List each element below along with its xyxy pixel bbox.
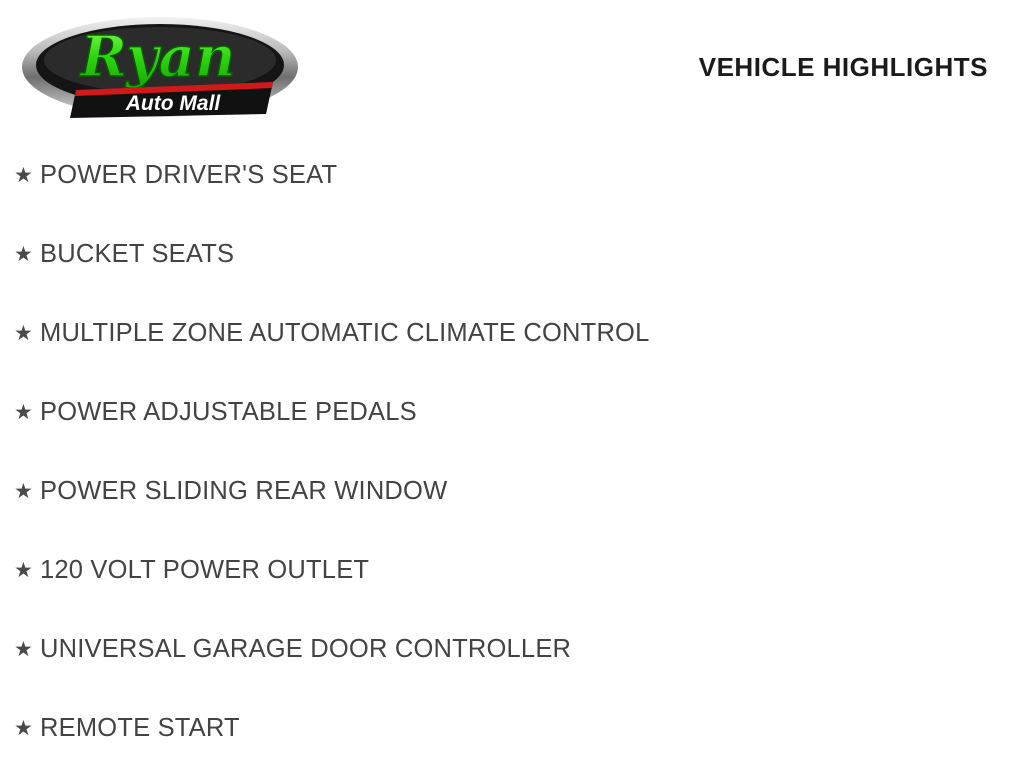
highlight-label: MULTIPLE ZONE AUTOMATIC CLIMATE CONTROL [40, 319, 650, 347]
highlight-label: POWER ADJUSTABLE PEDALS [40, 398, 417, 426]
list-item [14, 452, 1024, 531]
list-item [14, 373, 1024, 452]
highlight-label: REMOTE START [40, 714, 240, 742]
vehicle-highlights-list [0, 136, 1024, 768]
highlight-label: BUCKET SEATS [40, 240, 235, 268]
star-bullet-icon: ★ [14, 559, 33, 582]
svg-text:Ryan: Ryan [80, 24, 236, 90]
highlight-label: POWER SLIDING REAR WINDOW [40, 477, 448, 505]
highlight-label: UNIVERSAL GARAGE DOOR CONTROLLER [40, 635, 572, 663]
dealer-logo-icon [18, 10, 303, 125]
list-item [14, 689, 1024, 768]
page-header [0, 0, 1024, 136]
svg-text:Auto Mall: Auto Mall [125, 92, 221, 115]
list-item [14, 294, 1024, 373]
list-item [14, 136, 1024, 215]
highlight-label: 120 VOLT POWER OUTLET [40, 556, 370, 584]
list-item [14, 215, 1024, 294]
list-item [14, 610, 1024, 689]
star-bullet-icon: ★ [14, 401, 33, 424]
list-item [14, 531, 1024, 610]
star-bullet-icon: ★ [14, 243, 33, 266]
star-bullet-icon: ★ [14, 638, 33, 661]
star-bullet-icon: ★ [14, 480, 33, 503]
highlight-label: POWER DRIVER'S SEAT [40, 161, 338, 189]
star-bullet-icon: ★ [14, 717, 33, 740]
page-title: VEHICLE HIGHLIGHTS [698, 52, 988, 82]
star-bullet-icon: ★ [14, 322, 33, 345]
ryan-auto-mall-logo [18, 10, 303, 125]
star-bullet-icon: ★ [14, 164, 33, 187]
